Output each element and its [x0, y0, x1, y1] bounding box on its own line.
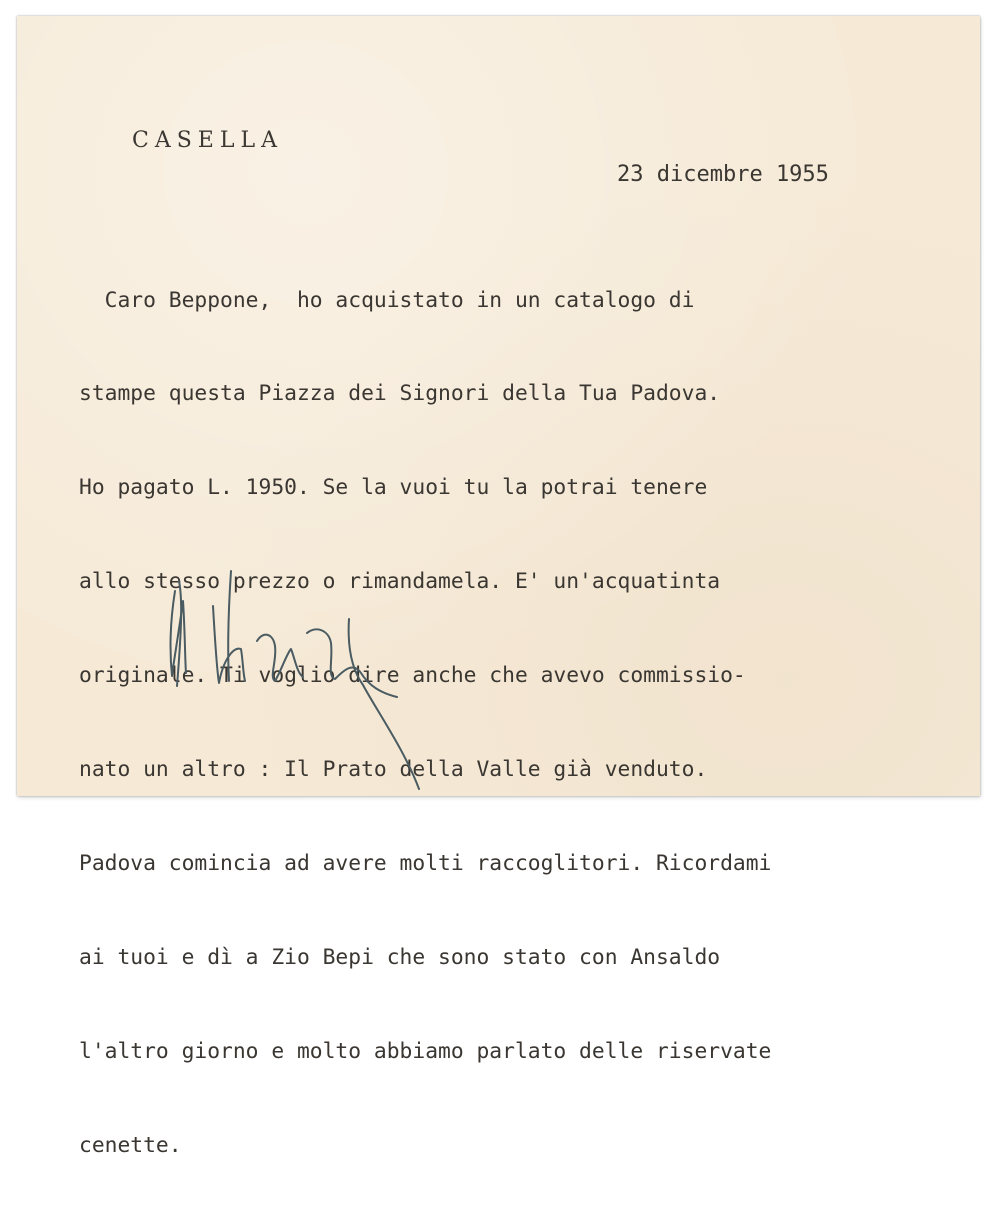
body-line: nato un altro : Il Prato della Valle già venduto.: [79, 757, 708, 783]
body-line: l'altro giorno e molto abbiamo parlato delle riservate: [79, 1038, 772, 1064]
body-line: ai tuoi e dì a Zio Bepi che sono stato con Ansaldo: [79, 944, 721, 970]
body-line: cenette.: [79, 1132, 182, 1158]
body-line: Ho pagato L. 1950. Se la vuoi tu la potrai tenere: [79, 475, 708, 501]
letter-date: 23 dicembre 1955: [617, 162, 829, 187]
handwritten-signature: [157, 561, 437, 801]
signature-drawing: [157, 561, 437, 801]
body-line: Caro Beppone, ho acquistato in un catalogo di: [79, 287, 695, 313]
body-line: stampe questa Piazza dei Signori della Tua Padova.: [79, 381, 721, 407]
letterhead: CASELLA: [132, 128, 283, 153]
body-line: allo stesso prezzo o rimandamela. E' un'acquatinta: [79, 569, 721, 595]
letter-card: [17, 16, 980, 1158]
body-line: originale. Ti voglio dire anche che avevo commissio-: [79, 663, 746, 689]
body-line: Padova comincia ad avere molti raccoglitori. Ricordami: [79, 850, 772, 876]
